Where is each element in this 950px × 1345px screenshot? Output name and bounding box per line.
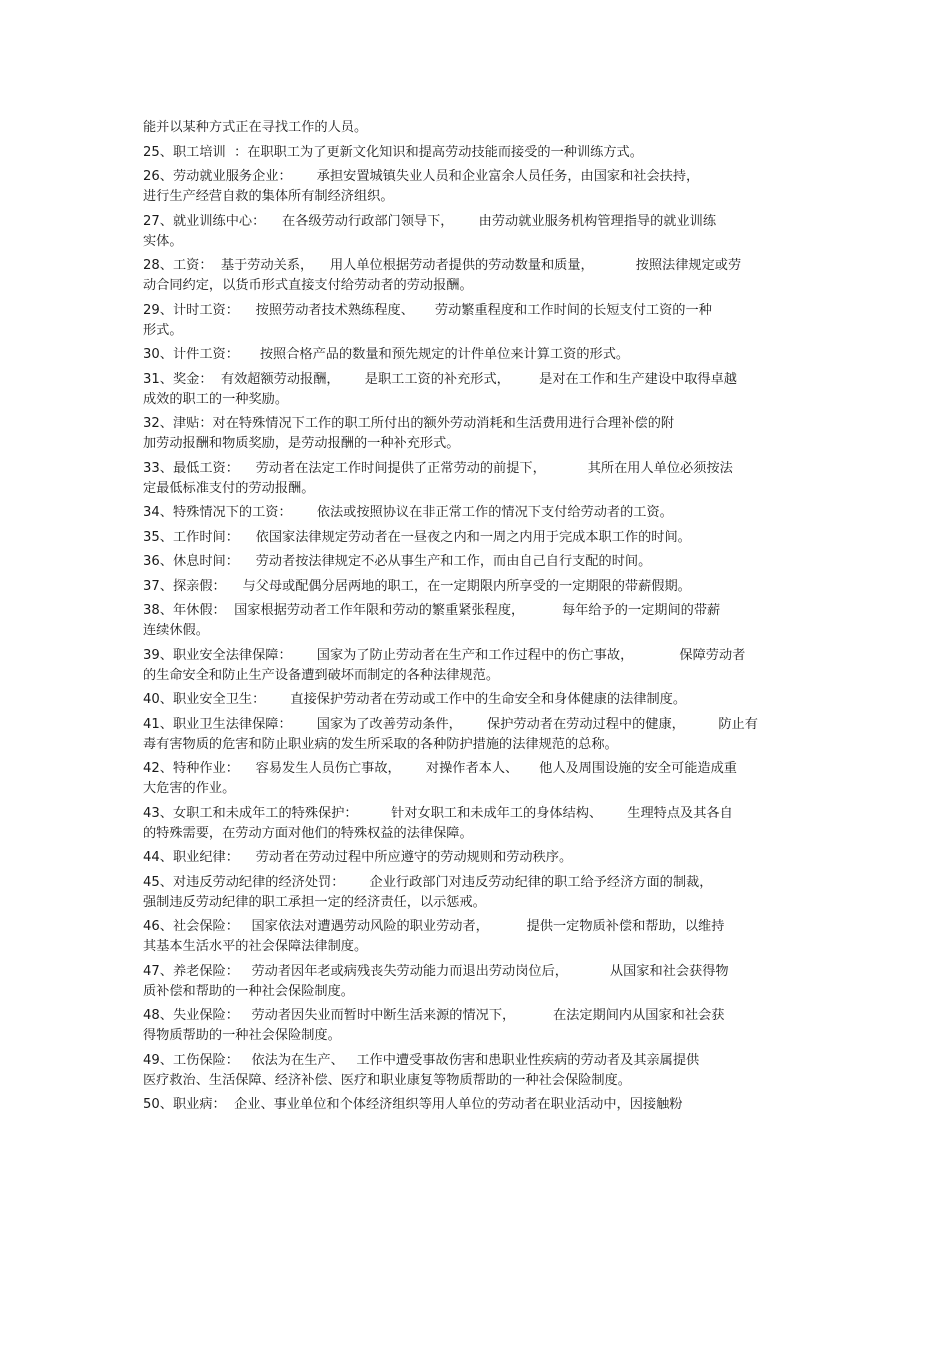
entry-line: 31、奖金： 有效超额劳动报酬， 是职工工资的补充形式， 是对在工作和生产建设中取得卓越 — [143, 371, 737, 387]
entry-continuation-line: 毒有害物质的危害和防止职业病的发生所采取的各种防护措施的法律规范的总称。 — [143, 736, 618, 752]
entry-line: 40、职业安全卫生： 直接保护劳动者在劳动或工作中的生命安全和身体健康的法律制度。 — [143, 692, 687, 707]
entry-continuation-line: 质补偿和帮助的一种社会保险制度。 — [143, 983, 354, 999]
entry-continuation-line: 能并以某种方式正在寻找工作的人员。 — [143, 120, 368, 135]
entry-continuation-line: 连续休假。 — [143, 623, 209, 638]
entry-line: 30、计件工资： 按照合格产品的数量和预先规定的计件单位来计算工资的形式。 — [143, 347, 630, 362]
entry-line: 28、工资： 基于劳动关系， 用人单位根据劳动者提供的劳动数量和质量， 按照法律规定或劳 — [143, 258, 742, 273]
entry-line: 42、特种作业： 容易发生人员伤亡事故， 对操作者本人、 他人及周围设施的安全可能造成重 — [143, 761, 737, 776]
entry-line: 43、女职工和未成年工的特殊保护： 针对女职工和未成年工的身体结构、 生理特点及其各自 — [143, 805, 733, 821]
entry-continuation-line: 动合同约定，以货币形式直接支付给劳动者的劳动报酬。 — [143, 278, 473, 293]
entry-continuation-line: 得物质帮助的一种社会保险制度。 — [143, 1028, 341, 1043]
entry-line: 50、职业病： 企业、事业单位和个体经济组织等用人单位的劳动者在职业活动中，因接触粉 — [143, 1097, 683, 1112]
entry-line: 27、就业训练中心： 在各级劳动行政部门领导下， 由劳动就业服务机构管理指导的就业训练 — [143, 213, 717, 229]
entry-line: 37、探亲假： 与父母或配偶分居两地的职工，在一定期限内所享受的一定期限的带薪假期。 — [143, 578, 691, 594]
entry-line: 36、休息时间： 劳动者按法律规定不必从事生产和工作，而由自己自行支配的时间。 — [143, 554, 652, 569]
entry-line: 49、工伤保险： 依法为在生产、 工作中遭受事故伤害和患职业性疾病的劳动者及其亲属提供 — [143, 1052, 700, 1068]
entry-line: 29、计时工资： 按照劳动者技术熟练程度、 劳动繁重程度和工作时间的长短支付工资的一种 — [143, 302, 712, 318]
entry-line: 48、失业保险： 劳动者因失业而暂时中断生活来源的情况下， 在法定期间内从国家和社会获 — [143, 1008, 725, 1023]
entry-continuation-line: 实体。 — [143, 233, 183, 249]
entry-line: 39、职业安全法律保障： 国家为了防止劳动者在生产和工作过程中的伤亡事故， 保障劳动者 — [143, 647, 746, 663]
entry-continuation-line: 成效的职工的一种奖励。 — [143, 391, 289, 407]
entry-line: 32、津贴：对在特殊情况下工作的职工所付出的额外劳动消耗和生活费用进行合理补偿的附 — [143, 416, 675, 431]
entry-line: 25、职工培训 ：在职职工为了更新文化知识和提高劳动技能而接受的一种训练方式。 — [143, 144, 643, 160]
entry-continuation-line: 其基本生活水平的社会保障法律制度。 — [143, 939, 368, 954]
entry-line: 35、工作时间： 依国家法律规定劳动者在一昼夜之内和一周之内用于完成本职工作的时间。 — [143, 529, 691, 545]
entry-continuation-line: 大危害的作业。 — [143, 781, 236, 796]
entry-continuation-line: 形式。 — [143, 322, 183, 338]
entry-line: 46、社会保险： 国家依法对遭遇劳动风险的职业劳动者， 提供一定物质补偿和帮助，以维持 — [143, 919, 725, 934]
glossary-text — [143, 118, 843, 1115]
entry-continuation-line: 加劳动报酬和物质奖励，是劳动报酬的一种补充形式。 — [143, 436, 460, 451]
entry-line: 45、对违反劳动纪律的经济处罚： 企业行政部门对违反劳动纪律的职工给予经济方面的制裁， — [143, 874, 713, 890]
entry-line: 33、最低工资： 劳动者在法定工作时间提供了正常劳动的前提下， 其所在用人单位必须按法 — [143, 460, 733, 476]
entry-continuation-line: 的生命安全和防止生产设备遭到破坏而制定的各种法律规范。 — [143, 667, 500, 683]
entry-continuation-line: 医疗救治、生活保障、经济补偿、医疗和职业康复等物质帮助的一种社会保险制度。 — [143, 1072, 631, 1088]
entry-line: 44、职业纪律： 劳动者在劳动过程中所应遵守的劳动规则和劳动秩序。 — [143, 850, 573, 865]
entry-continuation-line: 的特殊需要，在劳动方面对他们的特殊权益的法律保障。 — [143, 825, 473, 841]
entry-continuation-line: 强制违反劳动纪律的职工承担一定的经济责任，以示惩戒。 — [143, 894, 486, 910]
entry-line: 38、年休假： 国家根据劳动者工作年限和劳动的繁重紧张程度， 每年给予的一定期间的带薪 — [143, 603, 721, 618]
entry-line: 47、养老保险： 劳动者因年老或病残丧失劳动能力而退出劳动岗位后， 从国家和社会获得物 — [143, 963, 729, 979]
entry-continuation-line: 定最低标准支付的劳动报酬。 — [143, 480, 315, 496]
entry-line: 26、劳动就业服务企业： 承担安置城镇失业人员和企业富余人员任务，由国家和社会扶持， — [143, 169, 700, 184]
entry-line: 34、特殊情况下的工资： 依法或按照协议在非正常工作的情况下支付给劳动者的工资。 — [143, 505, 673, 520]
entry-continuation-line: 进行生产经营自救的集体所有制经济组织。 — [143, 189, 394, 204]
entry-line: 41、职业卫生法律保障： 国家为了改善劳动条件， 保护劳动者在劳动过程中的健康， 防止有 — [143, 716, 758, 732]
